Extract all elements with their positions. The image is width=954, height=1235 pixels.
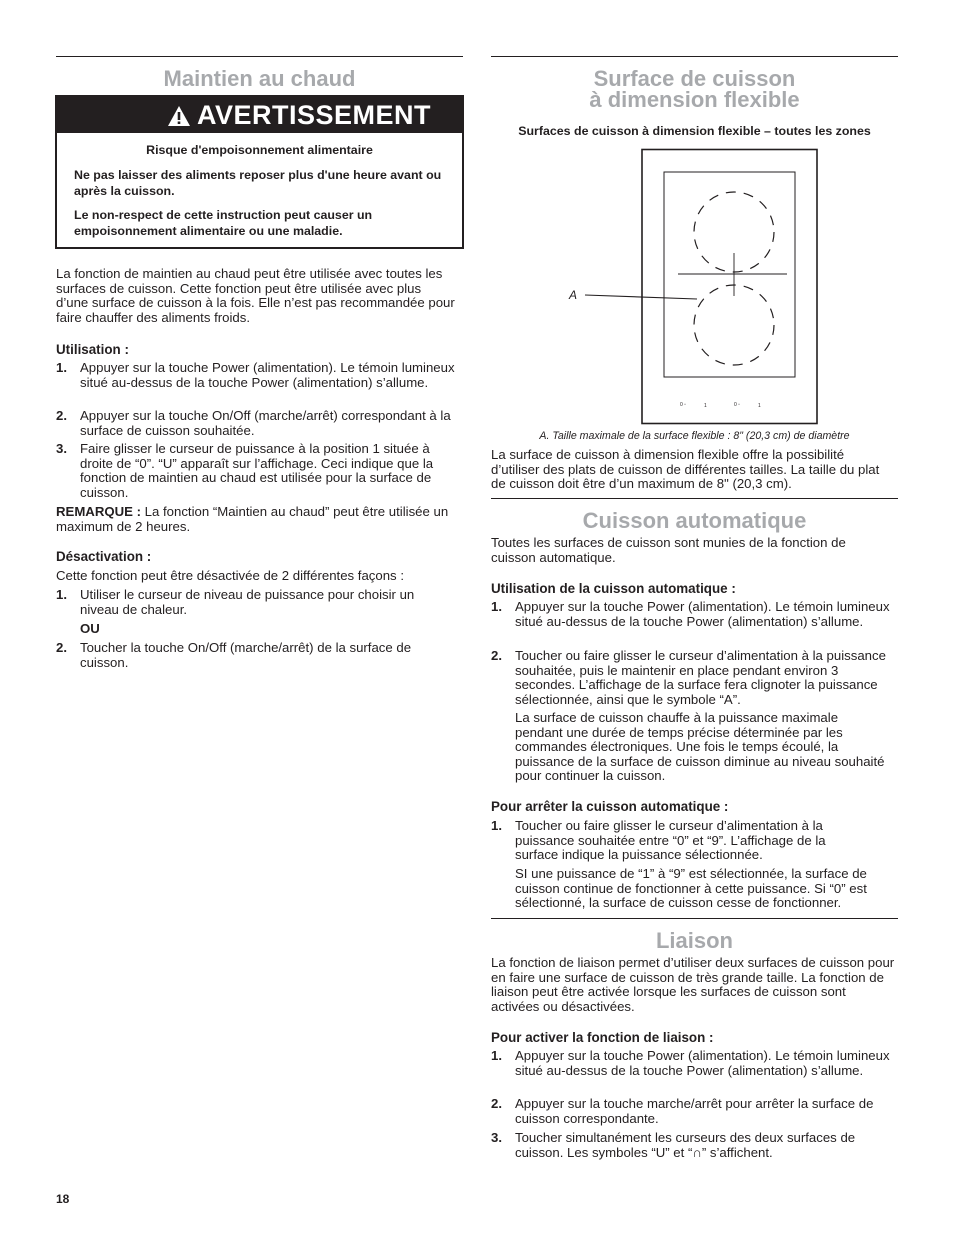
rule-auto [491, 498, 898, 499]
link-act-title: Pour activer la fonction de liaison : [491, 1030, 714, 1045]
warning-header [57, 97, 462, 133]
warning-subtitle: Risque d'empoisonnement alimentaire [146, 143, 373, 157]
auto-extra: La surface de cuisson chauffe à la puissance maximale pendant une durée de temps précise déterminée par les commandes électroniques. Une fois le temps écoulé, la puissance de la surface de cuisson diminue au niveau souhaité pour continuer la cuisson. [515, 710, 885, 784]
figure-caption: A. Taille maximale de la surface flexible : 8" (20,3 cm) de diamètre [539, 430, 850, 442]
top-rule-right [491, 56, 898, 57]
section-title-link: Liaison [655, 928, 733, 953]
rule-link [491, 918, 898, 919]
note-label: REMARQUE : [56, 504, 141, 519]
section-title-flex-2: à dimension flexible [589, 87, 800, 112]
deact-intro: Cette fonction peut être désactivée de 2 différentes façons : [56, 568, 404, 583]
page-number: 18 [56, 1192, 70, 1206]
warning-line-2: Le non-respect de cette instruction peut causer un empoisonnement alimentaire ou une maladie. [74, 208, 373, 238]
link-intro: La fonction de liaison permet d’utiliser deux surfaces de cuisson pour en faire une surface de cuisson de très grande taille. La fonction de liaison peut être activée lorsque les surfaces de cuisson sont activées ou désactivées. [491, 955, 895, 1014]
auto-stop-extra: SI une puissance de “1” à “9” est sélectionnée, la surface de cuisson continue de fonctionner à cette puissance. Si “0” est sélectionné, la surface de cuisson cesse de fonctionner. [515, 866, 867, 911]
deact-title: Désactivation : [56, 549, 152, 564]
section-title-maintien: Maintien au chaud [163, 66, 356, 91]
maintien-note [56, 505, 461, 534]
control-label-1: 0 ▫ [680, 402, 686, 408]
auto-usage-title: Utilisation de la cuisson automatique : [491, 581, 736, 596]
cooktop-outline [642, 150, 817, 424]
section-title-flex-1: Surface de cuisson [593, 66, 796, 91]
usage-title: Utilisation : [56, 342, 129, 357]
control-label-4: 1 [758, 403, 761, 409]
cooktop-diagram [565, 148, 875, 433]
control-label-2: 1 [704, 403, 707, 409]
note-text: La fonction “Maintien au chaud” peut être utilisée un maximum de 2 heures. [56, 504, 449, 534]
auto-stop-title: Pour arrêter la cuisson automatique : [491, 799, 729, 814]
warning-line-1: Ne pas laisser des aliments reposer plus d'une heure avant ou après la cuisson. [74, 168, 442, 198]
section-title-auto: Cuisson automatique [582, 508, 807, 533]
callout-label-a: A [569, 288, 578, 302]
warning-title: AVERTISSEMENT [197, 100, 432, 130]
maintien-intro: La fonction de maintien au chaud peut être utilisée avec toutes les surfaces de cuisson. Cette fonction peut être utilisée avec plus d’une surface de cuisson à la fois. Elle n’est pas recommandée pour faire chauffer des aliments froids. [56, 266, 455, 325]
flex-caption-title: Surfaces de cuisson à dimension flexible – toutes les zones [518, 124, 871, 138]
control-label-3: 0 ▫ [734, 402, 740, 408]
warning-triangle-icon [167, 105, 191, 127]
deact-or: OU [80, 621, 100, 636]
warning-box [55, 95, 464, 249]
top-rule-left [56, 56, 463, 57]
flex-text: La surface de cuisson à dimension flexible offre la possibilité d’utiliser des plats de cuisson de différentes tailles. La taille du plat de cuisson doit être d’un maximum de 8" (20,3 cm). [491, 447, 880, 492]
auto-intro: Toutes les surfaces de cuisson sont munies de la fonction de cuisson automatique. [491, 535, 846, 565]
